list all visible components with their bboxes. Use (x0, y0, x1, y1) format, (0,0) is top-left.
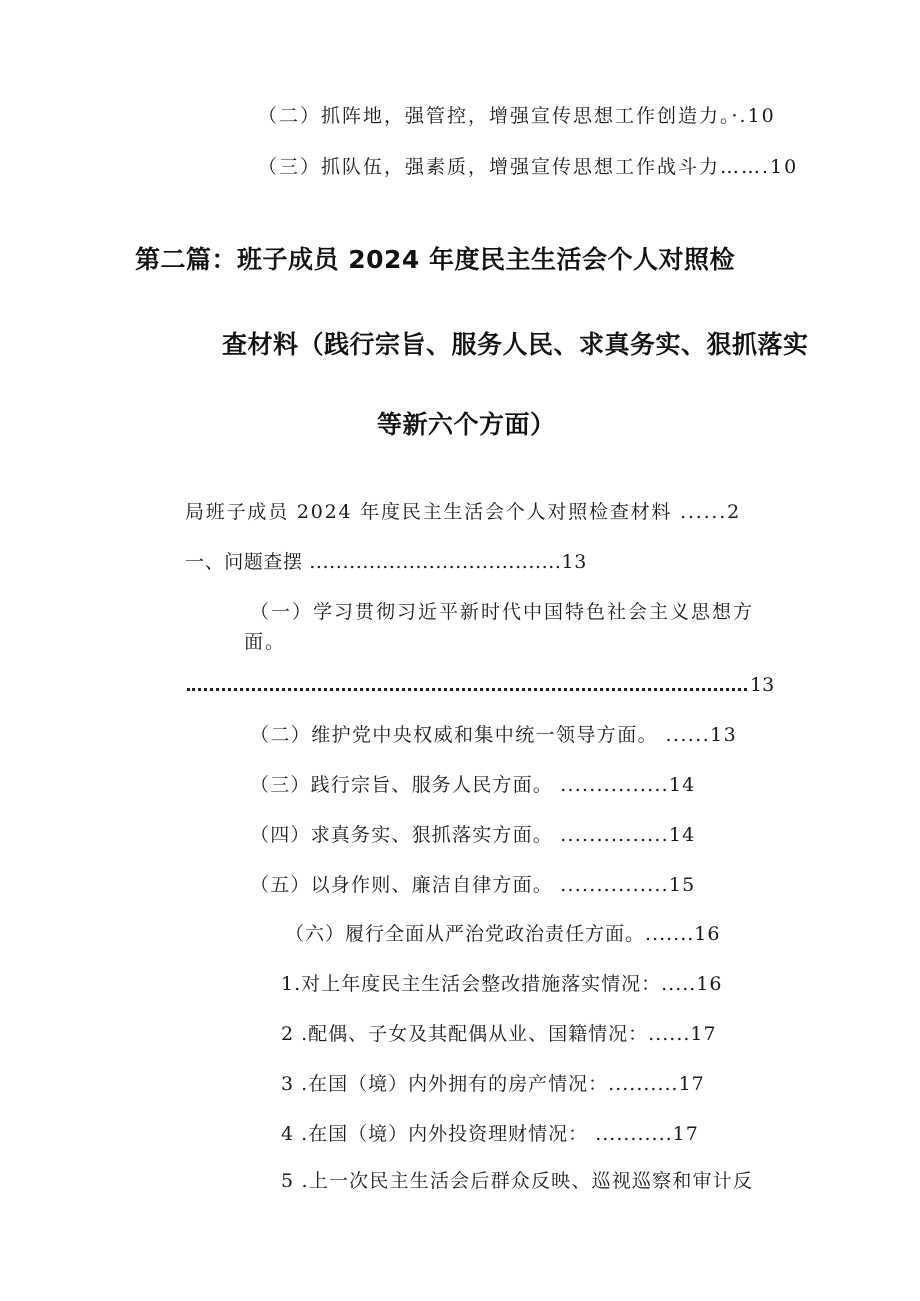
toc-entry: 一、问题查摆 ......................................13 (185, 551, 587, 573)
toc-page-number: 13 (750, 674, 775, 696)
toc-entry: 面。 (244, 631, 287, 653)
toc-entry: （一）学习贯彻习近平新时代中国特色社会主义思想方 (250, 601, 755, 623)
toc-entry: 4 .在国（境）内外投资理财情况： ...........17 (281, 1123, 699, 1145)
toc-entry: （六）履行全面从严治党政治责任方面。.......16 (285, 923, 721, 945)
toc-entry: 5 .上一次民主生活会后群众反映、巡视巡察和审计反 (281, 1170, 754, 1192)
toc-dot-leader (187, 688, 747, 691)
toc-entry: （三）践行宗旨、服务人民方面。 ...............14 (250, 774, 696, 796)
toc-entry: （三）抓队伍，强素质，增强宣传思想工作战斗力…….10 (258, 156, 799, 178)
section-heading-line-2: 查材料（践行宗旨、服务人民、求真务实、狠抓落实 (222, 330, 809, 359)
toc-entry: （二）抓阵地，强管控，增强宣传思想工作创造力。·.10 (258, 105, 776, 127)
section-heading-line-1: 第二篇：班子成员 2024 年度民主生活会个人对照检 (135, 245, 735, 274)
section-heading-line-3: 等新六个方面） (377, 410, 556, 439)
toc-entry: 2 .配偶、子女及其配偶从业、国籍情况：......17 (281, 1023, 717, 1045)
toc-entry: （五）以身作则、廉洁自律方面。 ...............15 (250, 874, 696, 896)
toc-entry: （二）维护党中央权威和集中统一领导方面。 ......13 (250, 724, 738, 746)
toc-entry: 1.对上年度民主生活会整改措施落实情况：.....16 (281, 973, 723, 995)
toc-entry: （四）求真务实、狠抓落实方面。 ...............14 (250, 824, 696, 846)
toc-entry: 局班子成员 2024 年度民主生活会个人对照检查材料 ......2 (185, 501, 741, 523)
toc-entry: 3 .在国（境）内外拥有的房产情况：..........17 (281, 1073, 705, 1095)
